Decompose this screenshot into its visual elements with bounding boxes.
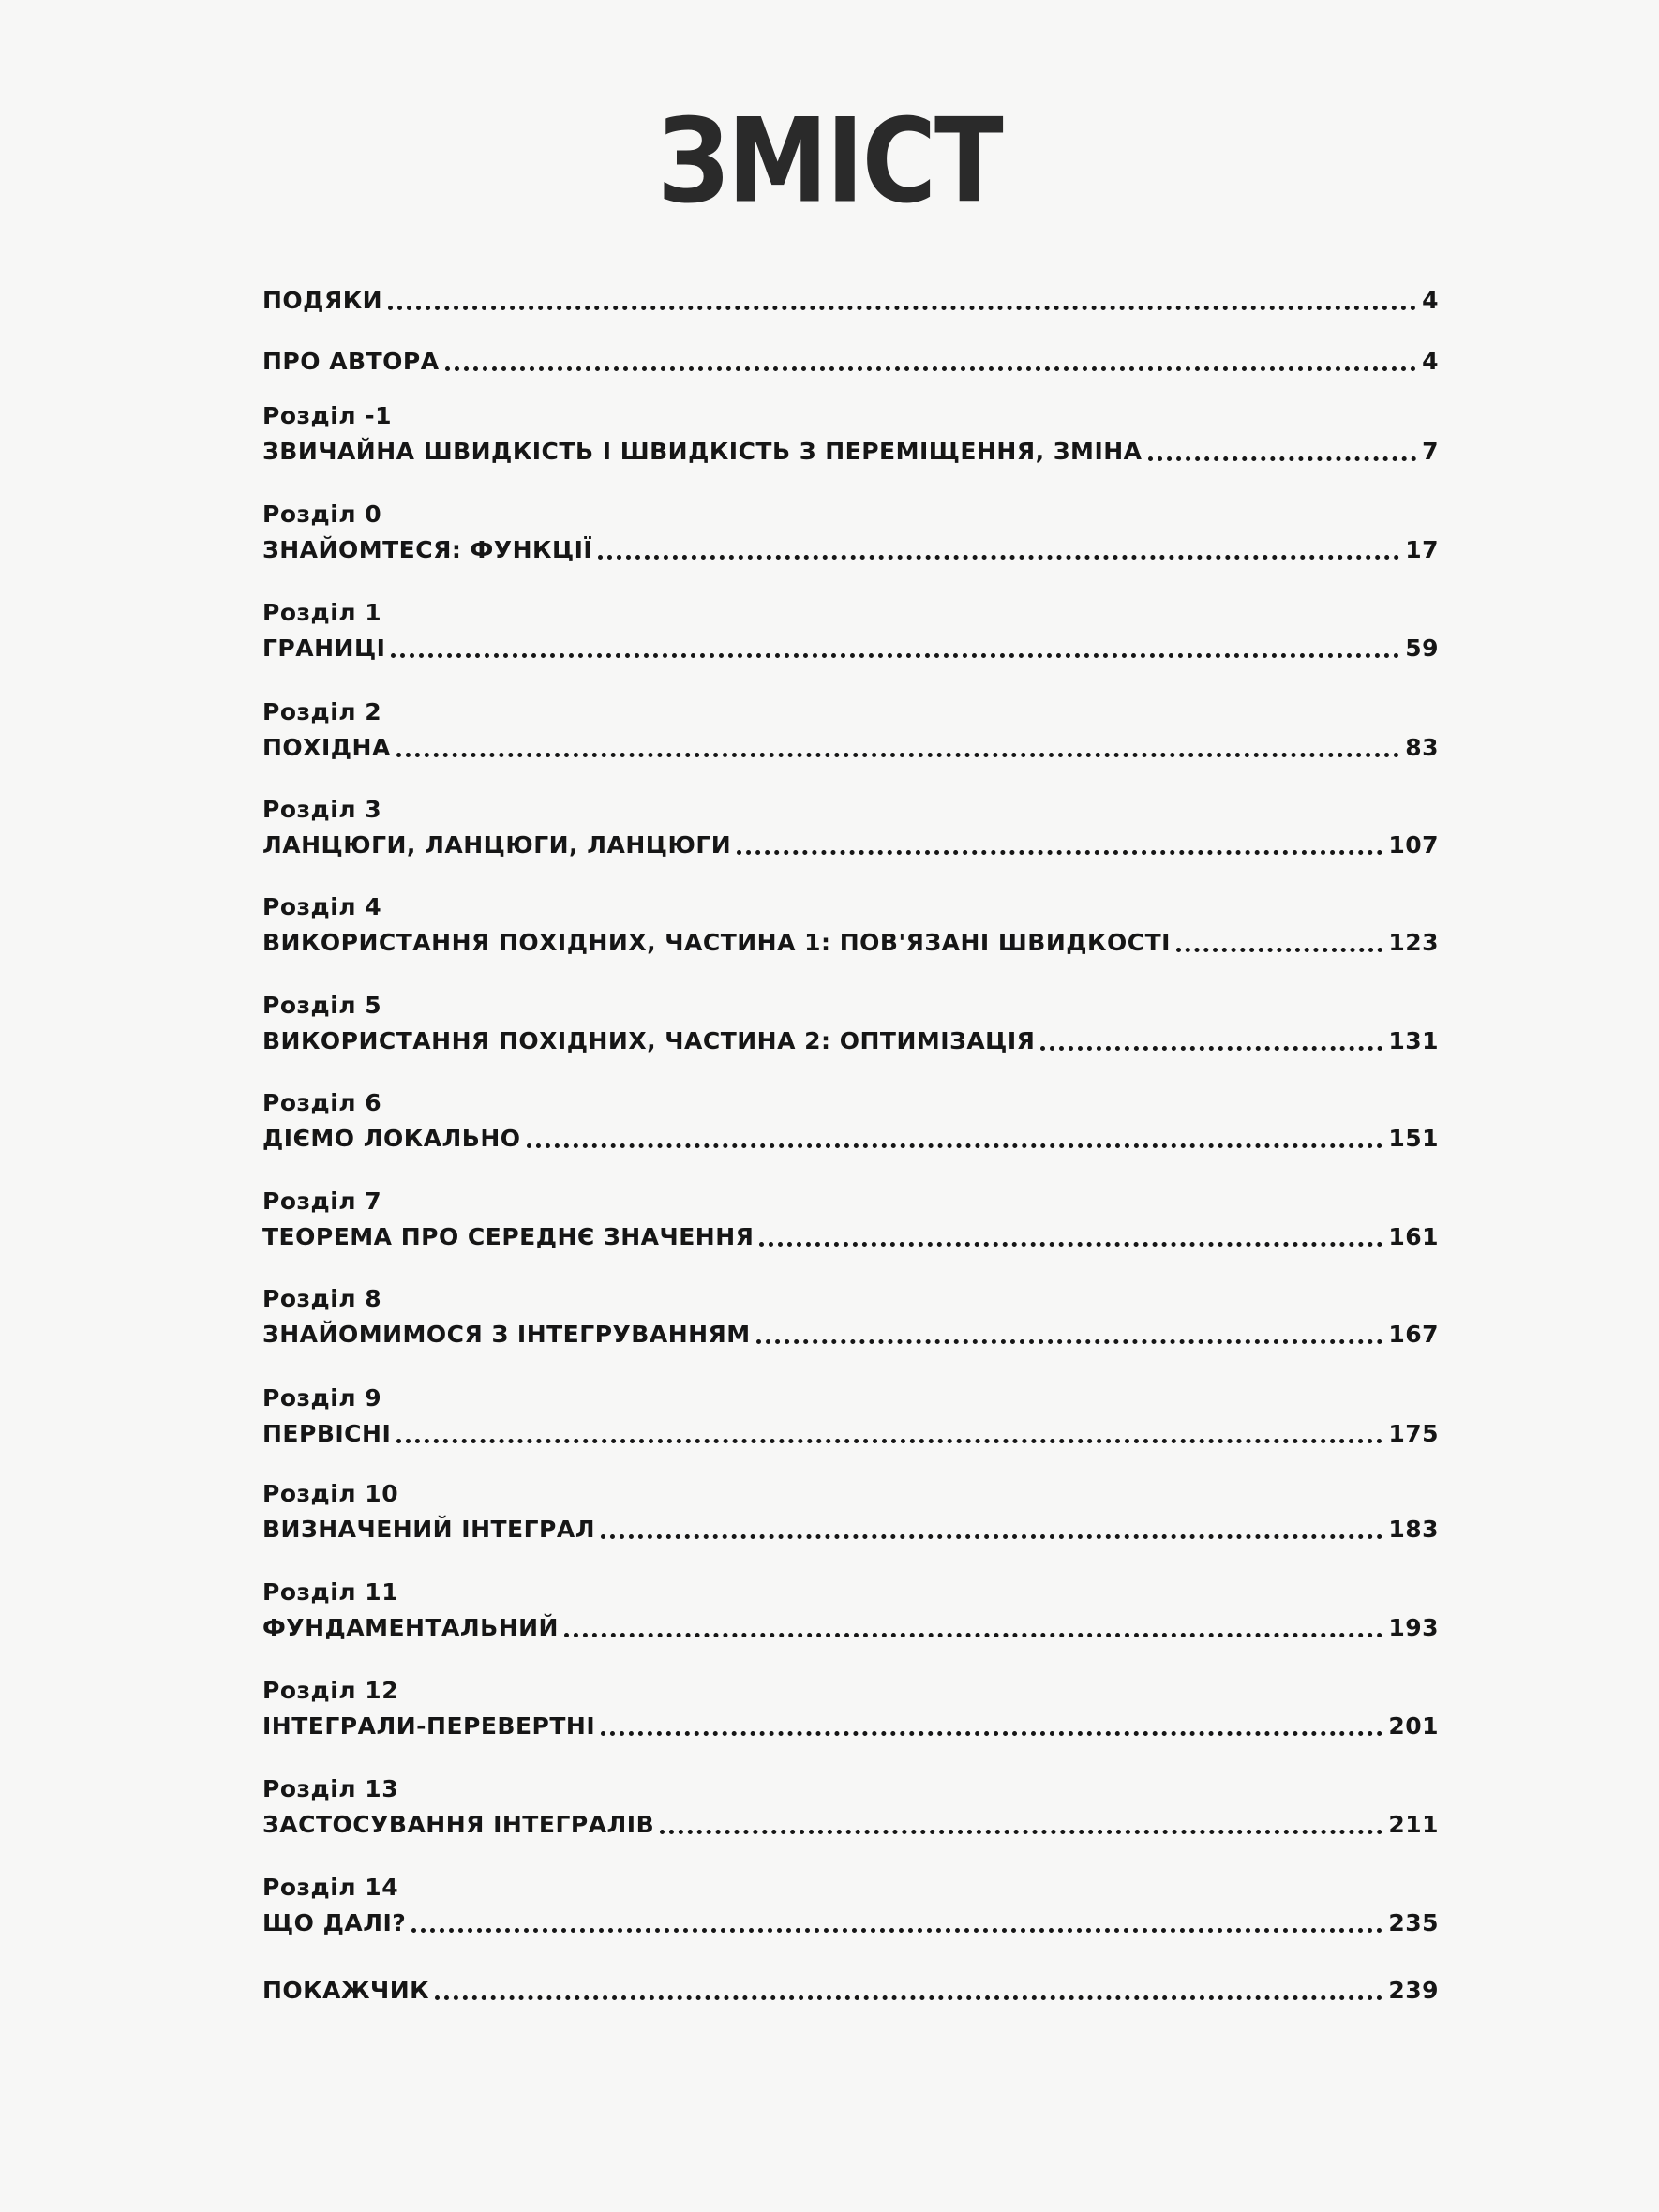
dot-leader bbox=[527, 1143, 1383, 1148]
toc-entry bbox=[262, 497, 1439, 568]
chapter-title: ПОДЯКИ bbox=[262, 287, 383, 314]
page-number: 4 bbox=[1422, 348, 1439, 375]
page-number: 161 bbox=[1388, 1223, 1439, 1250]
dot-leader bbox=[1040, 1046, 1382, 1051]
chapter-label: Розділ 3 bbox=[262, 796, 382, 823]
chapter-title: ДІЄМО ЛОКАЛЬНО bbox=[262, 1125, 521, 1152]
page-number: 235 bbox=[1388, 1909, 1439, 1936]
chapter-label: Розділ 4 bbox=[262, 893, 382, 920]
toc-entry bbox=[262, 695, 1439, 766]
toc-entry bbox=[262, 889, 1439, 961]
toc-line bbox=[262, 1121, 1439, 1157]
toc-line bbox=[262, 283, 1439, 319]
toc-line bbox=[262, 1512, 1439, 1547]
chapter-label: Розділ 13 bbox=[262, 1775, 399, 1802]
toc-entry bbox=[262, 398, 1439, 470]
chapter-label: Розділ -1 bbox=[262, 402, 393, 429]
toc-entry bbox=[262, 1575, 1439, 1646]
toc-line bbox=[262, 1219, 1439, 1255]
toc-entry bbox=[262, 595, 1439, 666]
dot-leader bbox=[1176, 948, 1382, 952]
toc-entry bbox=[262, 1973, 1439, 2009]
toc-entry bbox=[262, 1673, 1439, 1744]
toc-entry bbox=[262, 988, 1439, 1059]
chapter-title: ПОХІДНА bbox=[262, 734, 391, 761]
chapter-label: Розділ 6 bbox=[262, 1089, 382, 1116]
dot-leader bbox=[388, 306, 1416, 310]
toc-entry bbox=[262, 1085, 1439, 1157]
chapter-label: Розділ 14 bbox=[262, 1874, 399, 1901]
toc-entry bbox=[262, 1870, 1439, 1941]
chapter-title: ПОКАЖЧИК bbox=[262, 1977, 430, 2004]
dot-leader bbox=[737, 850, 1382, 855]
toc-line bbox=[262, 1610, 1439, 1646]
chapter-label: Розділ 12 bbox=[262, 1677, 399, 1704]
toc-line bbox=[262, 1906, 1439, 1941]
toc-entry bbox=[262, 344, 1439, 380]
page-number: 201 bbox=[1388, 1712, 1439, 1740]
dot-leader bbox=[1148, 456, 1417, 461]
chapter-title: ЗАСТОСУВАННЯ ІНТЕГРАЛІВ bbox=[262, 1811, 655, 1838]
chapter-title: ГРАНИЦІ bbox=[262, 635, 386, 662]
page-number: 17 bbox=[1405, 536, 1439, 563]
dot-leader bbox=[396, 1439, 1382, 1443]
chapter-label: Розділ 2 bbox=[262, 698, 382, 725]
chapter-title: ЩО ДАЛІ? bbox=[262, 1909, 407, 1936]
dot-leader bbox=[759, 1242, 1382, 1247]
page-number: 167 bbox=[1388, 1321, 1439, 1348]
toc-line bbox=[262, 925, 1439, 961]
chapter-label: Розділ 1 bbox=[262, 599, 382, 626]
page-number: 183 bbox=[1388, 1516, 1439, 1543]
toc-entry bbox=[262, 1771, 1439, 1843]
dot-leader bbox=[564, 1633, 1382, 1637]
page-number: 123 bbox=[1388, 929, 1439, 956]
toc-entry bbox=[262, 792, 1439, 863]
chapter-title: ВИЗНАЧЕНИЙ ІНТЕГРАЛ bbox=[262, 1516, 595, 1543]
toc-entry bbox=[262, 1184, 1439, 1255]
page-number: 59 bbox=[1405, 635, 1439, 662]
toc-line bbox=[262, 1416, 1439, 1452]
table-of-contents bbox=[262, 0, 1439, 2212]
toc-line bbox=[262, 1973, 1439, 2009]
chapter-title: ЗНАЙОМИМОСЯ З ІНТЕГРУВАННЯМ bbox=[262, 1321, 751, 1348]
chapter-title: ЗНАЙОМТЕСЯ: ФУНКЦІЇ bbox=[262, 536, 593, 563]
page-number: 7 bbox=[1422, 438, 1439, 465]
chapter-title: ВИКОРИСТАННЯ ПОХІДНИХ, ЧАСТИНА 1: ПОВ'ЯЗАНІ ШВИДКОСТІ bbox=[262, 929, 1171, 956]
chapter-title: ПЕРВІСНІ bbox=[262, 1420, 392, 1447]
toc-line bbox=[262, 730, 1439, 766]
toc-line bbox=[262, 631, 1439, 666]
dot-leader bbox=[601, 1534, 1382, 1539]
dot-leader bbox=[391, 653, 1399, 658]
chapter-title: ІНТЕГРАЛИ-ПЕРЕВЕРТНІ bbox=[262, 1712, 596, 1740]
chapter-title: ПРО АВТОРА bbox=[262, 348, 440, 375]
dot-leader bbox=[660, 1830, 1382, 1834]
page-number: 151 bbox=[1388, 1125, 1439, 1152]
chapter-title: ЛАНЦЮГИ, ЛАНЦЮГИ, ЛАНЦЮГИ bbox=[262, 831, 732, 859]
toc-line bbox=[262, 1807, 1439, 1843]
chapter-label: Розділ 7 bbox=[262, 1188, 382, 1215]
toc-entry bbox=[262, 1381, 1439, 1452]
chapter-label: Розділ 8 bbox=[262, 1285, 382, 1312]
dot-leader bbox=[396, 753, 1399, 757]
chapter-title: ФУНДАМЕНТАЛЬНИЙ bbox=[262, 1614, 559, 1641]
toc-line bbox=[262, 828, 1439, 863]
page-number: 83 bbox=[1405, 734, 1439, 761]
chapter-title: ВИКОРИСТАННЯ ПОХІДНИХ, ЧАСТИНА 2: ОПТИМІЗАЦІЯ bbox=[262, 1027, 1036, 1054]
page-number: 4 bbox=[1422, 287, 1439, 314]
chapter-label: Розділ 5 bbox=[262, 992, 382, 1019]
toc-entry bbox=[262, 1476, 1439, 1547]
dot-leader bbox=[411, 1928, 1382, 1933]
page-number: 107 bbox=[1388, 831, 1439, 859]
dot-leader bbox=[445, 366, 1417, 371]
chapter-label: Розділ 11 bbox=[262, 1578, 399, 1606]
toc-line bbox=[262, 344, 1439, 380]
page-number: 193 bbox=[1388, 1614, 1439, 1641]
chapter-title: ТЕОРЕМА ПРО СЕРЕДНЄ ЗНАЧЕННЯ bbox=[262, 1223, 755, 1250]
toc-entry bbox=[262, 1281, 1439, 1353]
toc-line bbox=[262, 1024, 1439, 1059]
page-number: 211 bbox=[1388, 1811, 1439, 1838]
toc-line bbox=[262, 1709, 1439, 1744]
dot-leader bbox=[598, 555, 1399, 560]
chapter-label: Розділ 9 bbox=[262, 1384, 382, 1412]
toc-line bbox=[262, 532, 1439, 568]
dot-leader bbox=[601, 1731, 1382, 1736]
chapter-label: Розділ 0 bbox=[262, 501, 382, 528]
dot-leader bbox=[435, 1995, 1382, 2000]
page-title: ЗМІСТ bbox=[657, 94, 1002, 230]
page-number: 239 bbox=[1388, 1977, 1439, 2004]
toc-line bbox=[262, 1317, 1439, 1353]
toc-entry bbox=[262, 283, 1439, 319]
page-number: 131 bbox=[1388, 1027, 1439, 1054]
toc-line bbox=[262, 434, 1439, 470]
chapter-label: Розділ 10 bbox=[262, 1480, 399, 1507]
dot-leader bbox=[756, 1339, 1383, 1344]
page-number: 175 bbox=[1388, 1420, 1439, 1447]
chapter-title: ЗВИЧАЙНА ШВИДКІСТЬ І ШВИДКІСТЬ З ПЕРЕМІЩЕННЯ, ЗМІНА bbox=[262, 438, 1143, 465]
